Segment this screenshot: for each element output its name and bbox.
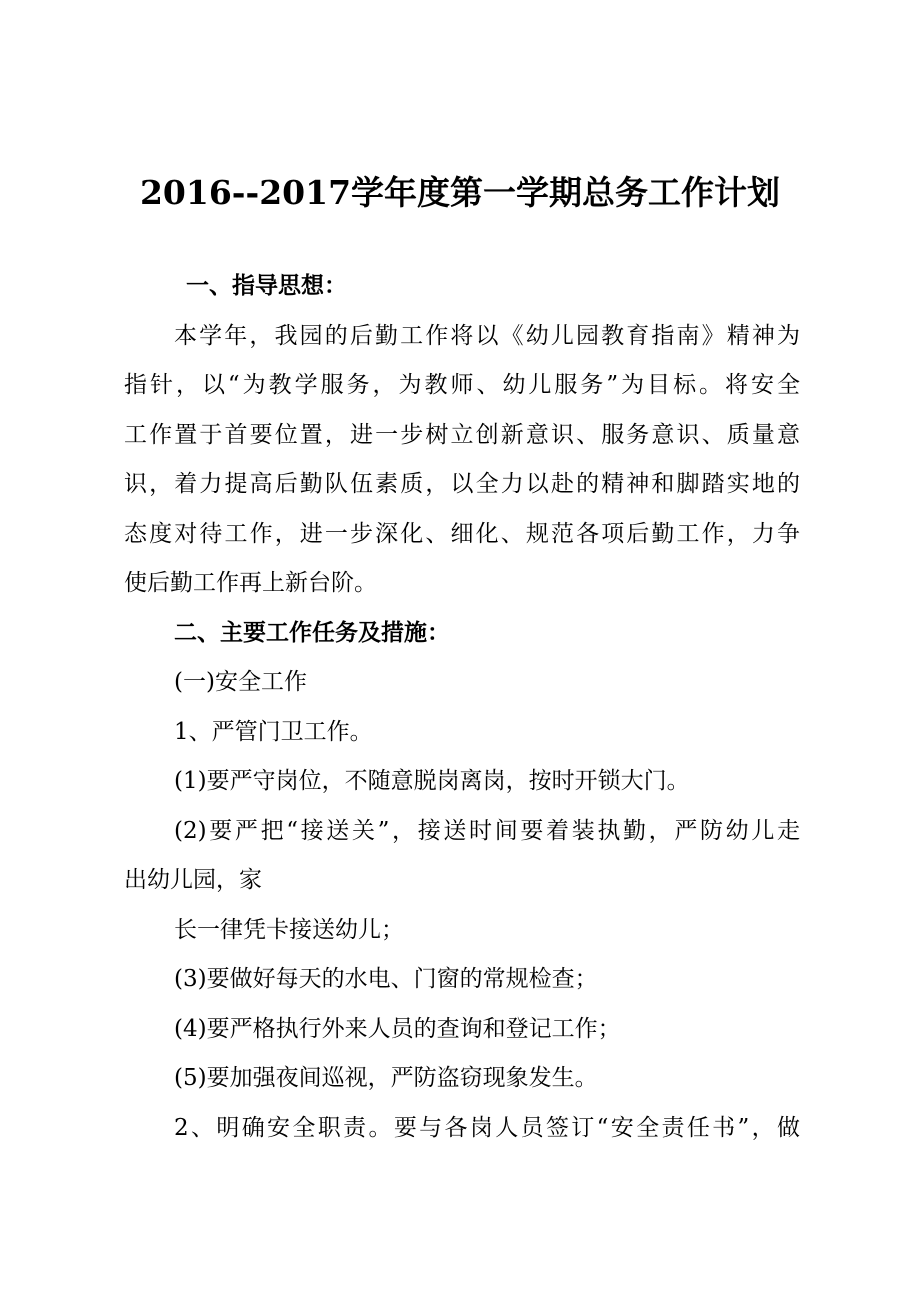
section-two-heading: 二、主要工作任务及措施： (174, 619, 450, 646)
document-body (124, 262, 800, 1153)
paragraph-line: 识，着力提高后勤队伍素质，以全力以赴的精神和脚踏实地的 (124, 471, 800, 497)
guiding-principle-paragraph (124, 312, 800, 609)
list-item-sub-4: (4)要严格执行外来人员的查询和登记工作； (174, 1015, 621, 1042)
list-item-safety-duty: 2、明确安全职责。要与各岗人员签订“安全责任书”，做 (174, 1114, 800, 1141)
paragraph-line: 态度对待工作，进一步深化、细化、规范各项后勤工作，力争 (124, 520, 800, 547)
paragraph-line: 指针，以“为教学服务，为教师、幼儿服务”为目标。将安全 (124, 372, 800, 398)
section-one-heading: 一、指导思想： (186, 273, 347, 299)
paragraph-line: 本学年，我园的后勤工作将以《幼儿园教育指南》精神为 (174, 322, 800, 349)
paragraph-line: 工作置于首要位置，进一步树立创新意识、服务意识、质量意 (124, 421, 800, 448)
document-title: 2016--2017学年度第一学期总务工作计划 (139, 173, 781, 212)
list-item-sub-2-line-1: (2)要严把“接送关”，接送时间要着装执勤，严防幼儿走 (174, 817, 800, 844)
paragraph-line: 使后勤工作再上新台阶。 (124, 570, 377, 596)
list-item-sub-3: (3)要做好每天的水电、门窗的常规检查； (174, 966, 598, 992)
list-item-sub-5: (5)要加强夜间巡视，严防盗窃现象发生。 (174, 1065, 598, 1091)
list-item-gate-duty: 1、严管门卫工作。 (174, 718, 373, 745)
list-item-sub-2-line-3: 长一律凭卡接送幼儿； (174, 916, 404, 943)
subsection-heading-safety: (一)安全工作 (174, 669, 307, 695)
list-item-sub-1: (1)要严守岗位，不随意脱岗离岗，按时开锁大门。 (174, 768, 690, 794)
list-item-sub-2-line-2: 出幼儿园，家 (124, 867, 262, 893)
